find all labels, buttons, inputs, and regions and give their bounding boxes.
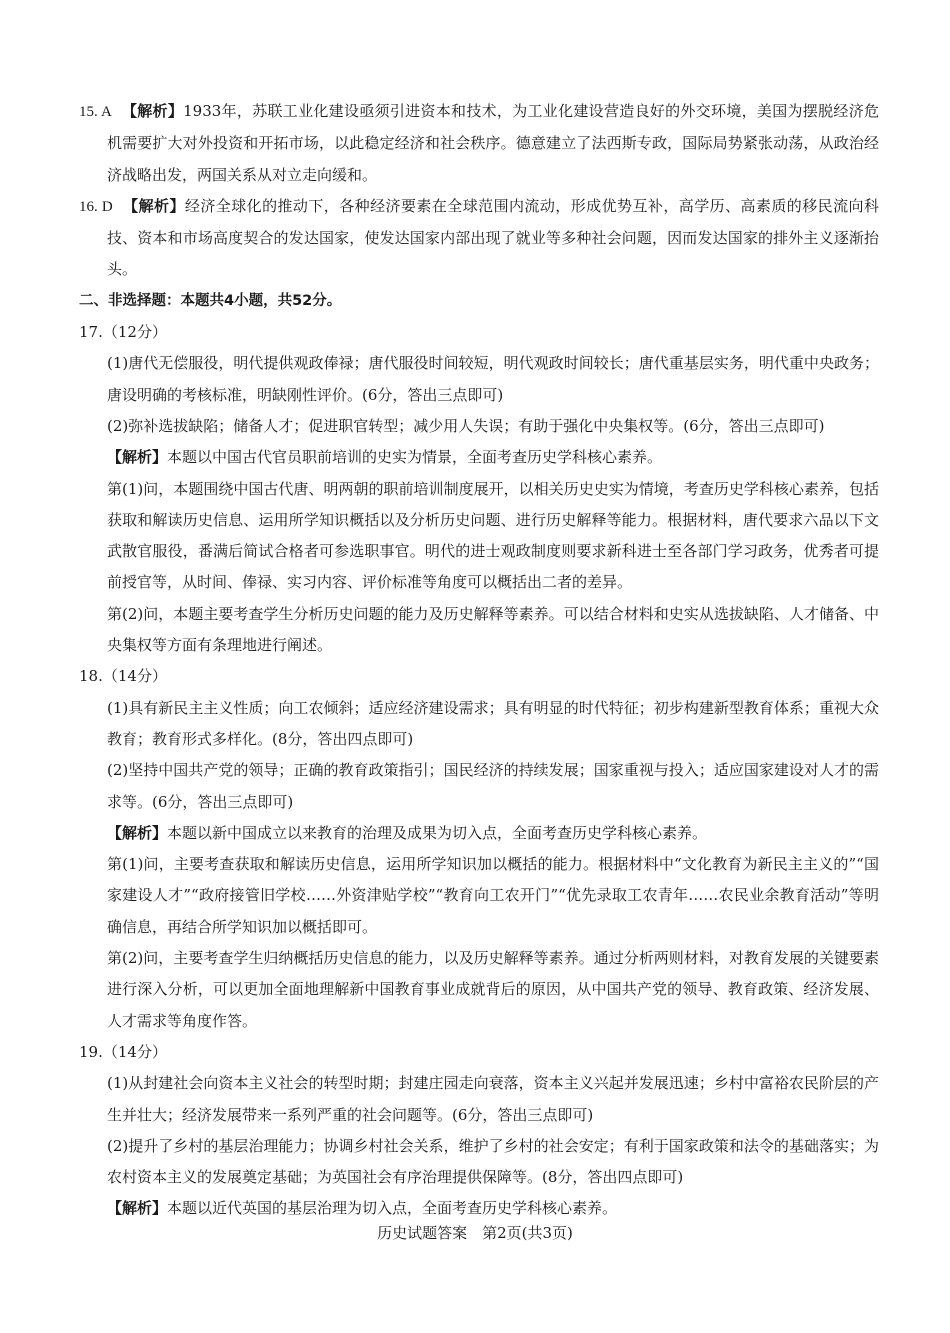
analysis-tag: 【解析】 bbox=[123, 196, 185, 215]
answer-17-part1: (1)唐代无偿服役，明代提供观政俸禄；唐代服役时间较短，明代观政时间较长；唐代重基层实务，明代重中央政务；唐设明确的考核标准，明缺刚性评价。(6分，答出三点即可) bbox=[107, 354, 879, 404]
answer-19-part1: (1)从封建社会向资本主义社会的转型时期；封建庄园走向衰落，资本主义兴起并发展迅速；乡村中富裕农民阶层的产生并壮大；经济发展带来一系列严重的社会问题等。(6分，答出三点即可) bbox=[107, 1074, 879, 1124]
answer-17 bbox=[79, 317, 879, 661]
analysis-tag: 【解析】 bbox=[107, 823, 168, 842]
answer-16 bbox=[79, 191, 879, 286]
analysis-tag: 【解析】 bbox=[121, 102, 184, 120]
answer-19-analysis bbox=[79, 1193, 879, 1224]
answer-15-analysis: 1933年，苏联工业化建设亟须引进资本和技术，为工业化建设营造良好的外交环境，美国为摆脱经济危机需要扩大对外投资和开拓市场，以此稳定经济和社会秩序。德意建立了法西斯专政，国际局势紧张动荡，从政治经济战略出发，两国关系从对立走向缓和。 bbox=[107, 102, 879, 184]
answer-18-header: 18.（14分） bbox=[79, 667, 167, 686]
answer-18-analysis bbox=[79, 818, 879, 849]
answer-17-analysis-text: 本题以中国古代官员职前培训的史实为情景，全面考查历史学科核心素养。 bbox=[167, 448, 663, 467]
answer-19 bbox=[79, 1037, 879, 1225]
answer-17-analysis bbox=[79, 442, 879, 473]
section-heading: 二、非选择题：本题共4小题，共52分。 bbox=[79, 292, 342, 309]
answer-17-header: 17.（12分） bbox=[79, 323, 167, 342]
answer-18-analysis-text: 本题以新中国成立以来教育的治理及成果为切入点，全面考查历史学科核心素养。 bbox=[167, 823, 708, 842]
answer-19-part2: (2)提升了乡村的基层治理能力；协调乡村社会关系，维护了乡村的社会安定；有利于国家政策和法令的基础落实；为农村资本主义的发展奠定基础；为英国社会有序治理提供保障等。(8分，答出四点即可) bbox=[107, 1136, 879, 1187]
answer-18-part1: (1)具有新民主主义性质；向工农倾斜；适应经济建设需求；具有明显的时代特征；初步构建新型教育体系；重视大众教育；教育形式多样化。(8分，答出四点即可) bbox=[107, 698, 879, 748]
answer-15-number: 15. A bbox=[79, 104, 112, 120]
answer-16-text bbox=[79, 191, 879, 286]
answer-18-explain-2: 第(2)问，主要考查学生归纳概括历史信息的能力，以及历史解释等素养。通过分析两则材料，对教育发展的关键要素进行深入分析，可以更加全面地理解新中国教育事业成就背后的原因，从中国共产党的领导、教育政策、经济发展、人才需求等角度作答。 bbox=[107, 949, 879, 1030]
answer-18 bbox=[79, 661, 879, 1037]
answer-19-header: 19.（14分） bbox=[79, 1042, 167, 1061]
page-content bbox=[79, 96, 879, 1225]
answer-19-analysis-text: 本题以近代英国的基层治理为切入点，全面考查历史学科核心素养。 bbox=[167, 1199, 618, 1218]
answer-17-explain-1: 第(1)问，本题围绕中国古代唐、明两朝的职前培训制度展开，以相关历史史实为情境，考查历史学科核心素养，包括获取和解读历史信息、运用所学知识概括以及分析历史问题、进行历史解释等能力。根据材料，唐代要求六品以下文武散官服役，番满后简试合格者可参选职事官。明代的进士观政制度则要求新科进士至各部门学习政务，优秀者可提前授官等，从时间、俸禄、实习内容、评价标准等角度可以概括出二者的差异。 bbox=[107, 479, 879, 592]
answer-15 bbox=[79, 96, 879, 191]
analysis-tag: 【解析】 bbox=[107, 1199, 168, 1218]
answer-15-text bbox=[79, 96, 879, 191]
answer-18-part2: (2)坚持中国共产党的领导；正确的教育政策指引；国民经济的持续发展；国家重视与投入；适应国家建设对人才的需求等。(6分，答出三点即可) bbox=[107, 761, 879, 811]
page-footer: 历史试题答案 第2页(共3页) bbox=[377, 1224, 573, 1242]
answer-16-number: 16. D bbox=[79, 198, 113, 215]
analysis-tag: 【解析】 bbox=[107, 448, 168, 467]
answer-17-explain-2: 第(2)问，本题主要考查学生分析历史问题的能力及历史解释等素养。可以结合材料和史实从选拔缺陷、人才储备、中央集权等方面有条理地进行阐述。 bbox=[107, 604, 879, 655]
answer-17-part2: (2)弥补选拔缺陷；储备人才；促进职官转型；减少用人失误；有助于强化中央集权等。(6分，答出三点即可) bbox=[107, 416, 825, 435]
answer-16-analysis: 经济全球化的推动下，各种经济要素在全球范围内流动，形成优势互补，高学历、高素质的移民流向科技、资本和市场高度契合的发达国家，使发达国家内部出现了就业等多种社会问题，因而发达国家的排外主义逐渐抬头。 bbox=[107, 196, 879, 279]
answer-18-explain-1: 第(1)问，主要考查获取和解读历史信息，运用所学知识加以概括的能力。根据材料中“文化教育为新民主主义的”“国家建设人才”“政府接管旧学校……外资津贴学校”“教育向工农开门”“优先录取工农青年……农民业余教育活动”等明确信息，再结合所学知识加以概括即可。 bbox=[107, 855, 879, 936]
